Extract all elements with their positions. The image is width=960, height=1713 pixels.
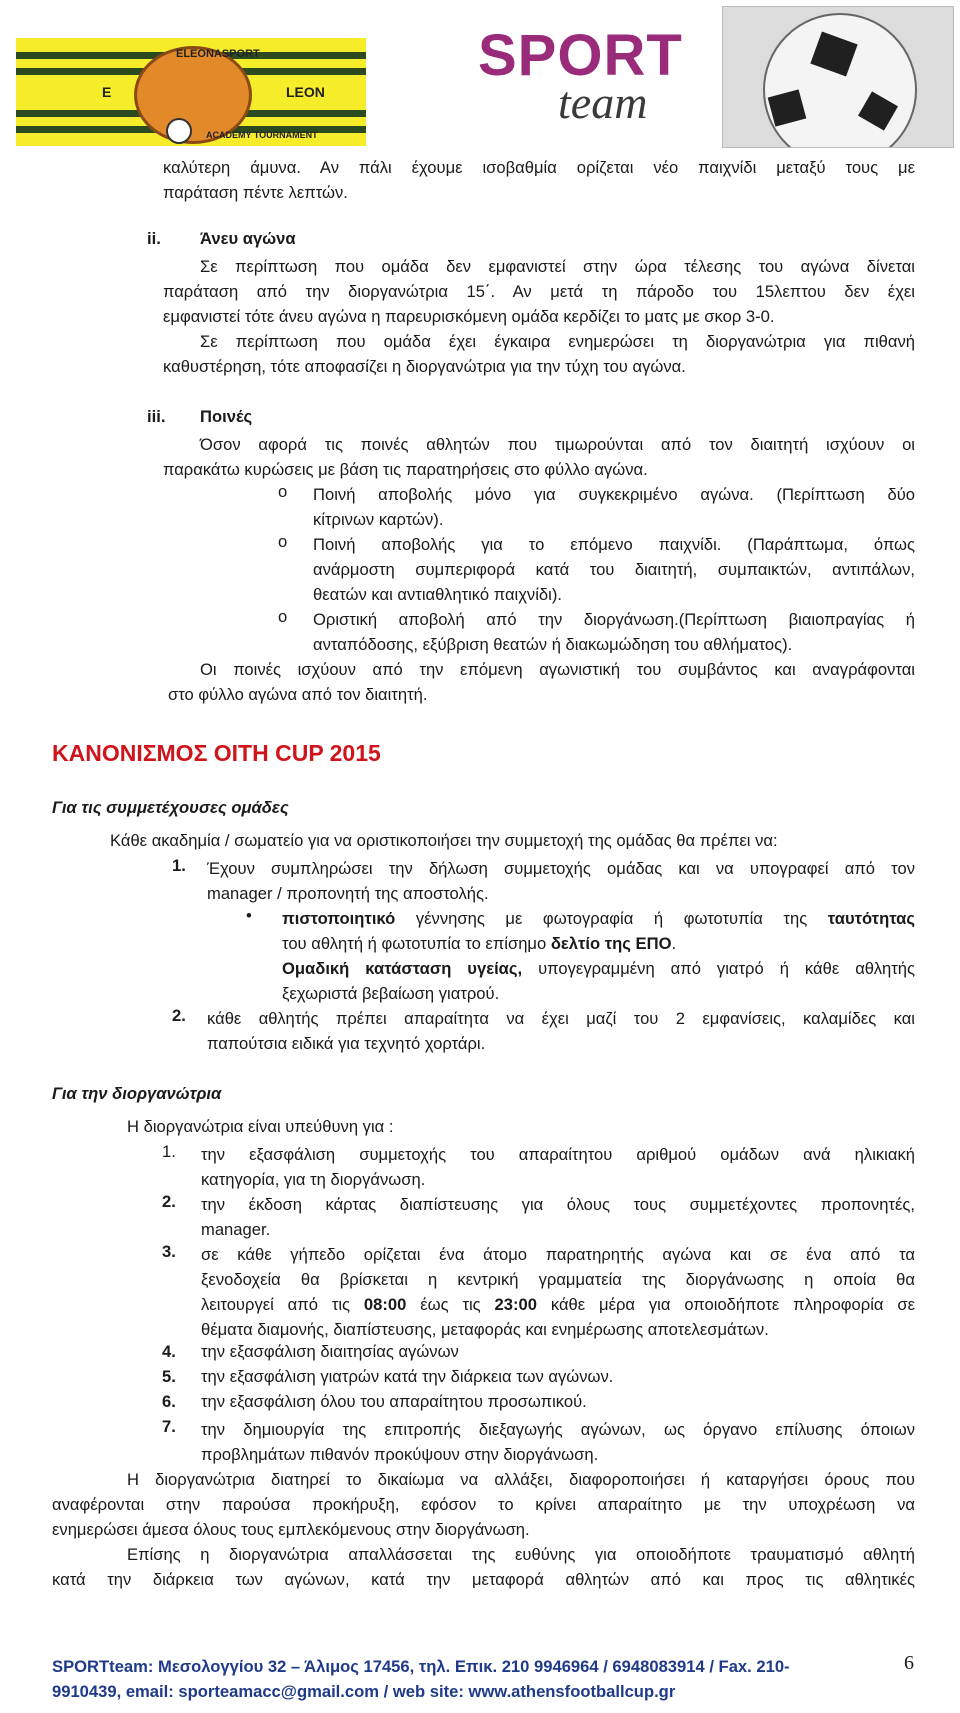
health-text: υπογεγραμμένη από γιατρό ή κάθε αθλητής bbox=[522, 959, 915, 978]
list-number: 1. bbox=[162, 1142, 176, 1161]
list-item-line: θεατών και αντιαθλητικό παιχνίδι). bbox=[313, 585, 562, 604]
teams-section-intro: Κάθε ακαδημία / σωματείο για να οριστικοποιήσει την συμμετοχή της ομάδας θα πρέπει να: bbox=[110, 831, 778, 850]
list-item-line: σε κάθε γήπεδο ορίζεται ένα άτομο παρατηρητής αγώνα και σε ένα από τα bbox=[201, 1245, 915, 1264]
list-item-line: παπούτσια ειδικά για τεχνητό χορτάρι. bbox=[207, 1034, 486, 1053]
organizer-intro: Η διοργανώτρια είναι υπεύθυνη για : bbox=[127, 1117, 394, 1136]
health-bold: Ομαδική κατάσταση υγείας, bbox=[282, 959, 523, 978]
list-item-line: κίτρινων καρτών). bbox=[313, 510, 444, 529]
bullet-dot: • bbox=[246, 906, 252, 925]
footer-line: 9910439, email: sporteamacc@gmail.com / web site: www.athensfootballcup.gr bbox=[52, 1682, 676, 1701]
list-item-line: Ποινή αποβολής για το επόμενο παιχνίδι. (Παράπτωμα, όπως bbox=[313, 535, 915, 554]
paragraph-line: κατά την διάρκεια των αγώνων, κατά την μεταφορά αθλητών από και προς τις αθλητικές bbox=[52, 1570, 915, 1589]
penalties-closing bbox=[168, 657, 915, 707]
penalty-item bbox=[313, 607, 915, 657]
intro-line: παράταση πέντε λεπτών. bbox=[163, 183, 348, 202]
certificate-line-1 bbox=[282, 906, 915, 931]
list-number: 3. bbox=[162, 1242, 176, 1261]
list-item-line: Έχουν συμπληρώσει την δήλωση συμμετοχής ομάδας και να υπογραφεί από τον bbox=[207, 859, 915, 878]
teams-item-2 bbox=[207, 1006, 915, 1056]
sportteam-logo-sport: SPORT bbox=[478, 23, 683, 88]
list-item-line: ξενοδοχεία θα βρίσκεται η κεντρική γραμματεία της διοργάνωσης η οποία θα bbox=[201, 1270, 915, 1289]
list-number: 6. bbox=[162, 1392, 176, 1411]
list-item-line: manager / προπονητή της αποστολής. bbox=[207, 884, 489, 903]
paragraph-line: στο φύλλο αγώνα από τον διαιτητή. bbox=[168, 685, 428, 704]
teams-item-1 bbox=[207, 856, 915, 906]
footer-line: SPORTteam: Μεσολογγίου 32 – Άλιμος 17456, τηλ. Επικ. 210 9946964 / 6948083914 / Fax. 210- bbox=[52, 1657, 790, 1676]
section-iii-title: Ποινές bbox=[200, 407, 253, 426]
section-iii-paragraph bbox=[163, 432, 915, 482]
paragraph-line: Επίσης η διοργανώτρια απαλλάσσεται της ευθύνης για οποιοδήποτε τραυματισμό αθλητή bbox=[127, 1545, 915, 1564]
organizer-item bbox=[201, 1242, 915, 1342]
logo-bottom-text: ACADEMY TOURNAMENT bbox=[206, 130, 318, 140]
bullet-o: o bbox=[278, 482, 288, 501]
bullet-o: o bbox=[278, 607, 288, 626]
hours-text: κάθε μέρα για οποιοδήποτε πληροφορία σε bbox=[537, 1295, 916, 1314]
organizer-item bbox=[201, 1192, 915, 1242]
regulation-title: ΚΑΝΟΝΙΣΜΟΣ OITH CUP 2015 bbox=[52, 740, 381, 766]
certificate-line-2 bbox=[282, 931, 915, 956]
list-item-line: Ποινή αποβολής μόνο για συγκεκριμένο αγώνα. (Περίπτωση δύο bbox=[313, 485, 915, 504]
footer-contact bbox=[52, 1654, 884, 1704]
organizer-section-heading: Για την διοργανώτρια bbox=[52, 1084, 222, 1103]
paragraph-line: καθυστέρηση, τότε αποφασίζει η διοργανώτρια για την τύχη του αγώνα. bbox=[163, 357, 686, 376]
paragraph-line: Οι ποινές ισχύουν από την επόμενη αγωνιστική του συμβάντος και αναγράφονται bbox=[200, 660, 915, 679]
paragraph-line: αναφέρονται στην παρούσα προκήρυξη, εφόσον το κρίνει απαραίτητο με την υποχρέωση να bbox=[52, 1495, 915, 1514]
list-item-line: ανάρμοστη συμπεριφορά κατά του διαιτητή, συμπαικτών, αντιπάλων, bbox=[313, 560, 915, 579]
certificate-text: . bbox=[671, 934, 677, 953]
section-ii-paragraph-1 bbox=[163, 254, 915, 329]
list-number: 2. bbox=[172, 1006, 186, 1025]
list-number: 7. bbox=[162, 1417, 176, 1436]
section-iii-marker: iii. bbox=[147, 407, 166, 426]
list-item-line: θέματα διαμονής, διαπίστευσης, μεταφοράς και ενημέρωσης αποτελεσμάτων. bbox=[201, 1320, 769, 1339]
section-ii-title: Άνευ αγώνα bbox=[200, 229, 296, 248]
open-time: 08:00 bbox=[363, 1295, 407, 1314]
close-time: 23:00 bbox=[494, 1295, 537, 1314]
list-number: 1. bbox=[172, 856, 186, 875]
section-ii-marker: ii. bbox=[147, 229, 161, 248]
paragraph-line: Σε περίπτωση που ομάδα έχει έγκαιρα ενημερώσει τη διοργανώτρια για πιθανή bbox=[200, 332, 915, 351]
organizer-item: την εξασφάλιση όλου του απαραίτητου προσωπικού. bbox=[201, 1392, 587, 1411]
organizer-item bbox=[201, 1142, 915, 1192]
penalty-item bbox=[313, 532, 915, 607]
bullet-o: o bbox=[278, 532, 288, 551]
soccer-ball-photo bbox=[722, 6, 954, 148]
list-item-line: manager. bbox=[201, 1220, 271, 1239]
health-line-2: ξεχωριστά βεβαίωση γιατρού. bbox=[282, 984, 500, 1003]
list-item-line: κατηγορία, για τη διοργάνωση. bbox=[201, 1170, 426, 1189]
list-number: 2. bbox=[162, 1192, 176, 1211]
certificate-bold: πιστοποιητικό bbox=[282, 909, 396, 928]
logo-right-text: LEON bbox=[286, 84, 325, 100]
list-item-line bbox=[201, 1292, 915, 1317]
list-item-line: κάθε αθλητής πρέπει απαραίτητα να έχει μαζί του 2 εμφανίσεις, καλαμίδες και bbox=[207, 1009, 915, 1028]
section-ii-paragraph-2 bbox=[163, 329, 915, 379]
logo-left-text: E bbox=[102, 84, 112, 100]
certificate-requirement bbox=[282, 906, 915, 1006]
list-item-line: προβλημάτων πιθανόν προκύψουν στην διοργάνωση. bbox=[201, 1445, 599, 1464]
list-number: 5. bbox=[162, 1367, 176, 1386]
list-item-line: την έκδοση κάρτας διαπίστευσης για όλους τους συμμετέχοντες προπονητές, bbox=[201, 1195, 915, 1214]
certificate-text: του αθλητή ή φωτοτυπία το επίσημο bbox=[282, 934, 551, 953]
penalty-item bbox=[313, 482, 915, 532]
paragraph-line: παρακάτω κυρώσεις με βάση τις παρατηρήσεις στο φύλλο αγώνα. bbox=[163, 460, 648, 479]
health-line-1 bbox=[282, 956, 915, 981]
certificate-text: γέννησης με φωτογραφία ή φωτοτυπία της bbox=[395, 909, 828, 928]
hours-text: λειτουργεί από τις bbox=[201, 1295, 364, 1314]
intro-line: καλύτερη άμυνα. Αν πάλι έχουμε ισοβαθμία ορίζεται νέο παιχνίδι μεταξύ τους με bbox=[163, 158, 915, 177]
list-item-line: ανταπόδοσης, εξύβριση θεατών ή διακωμώδηση του αθλήματος). bbox=[313, 635, 793, 654]
paragraph-line: Σε περίπτωση που ομάδα δεν εμφανιστεί στην ώρα τέλεσης του αγώνα δίνεται bbox=[200, 257, 915, 276]
logo-top-text: ELEONASPORT bbox=[176, 48, 260, 60]
identity-bold: ταυτότητας bbox=[827, 909, 915, 928]
eleonasport-logo bbox=[16, 38, 366, 146]
paragraph-line: εμφανιστεί τότε άνευ αγώνα η παρευρισκόμενη ομάδα κερδίζει το ματς με σκορ 3-0. bbox=[163, 307, 775, 326]
list-number: 4. bbox=[162, 1342, 176, 1361]
organizer-rights-paragraph bbox=[52, 1467, 915, 1542]
list-item-line: την δημιουργία της επιτροπής διεξαγωγής αγώνων, ως όργανο επίλυσης όποιων bbox=[201, 1420, 915, 1439]
paragraph-line: παράταση από την διοργανώτρια 15΄. Αν μετά τη πάροδο του 15λεπτου δεν έχει bbox=[163, 282, 915, 301]
organizer-item: την εξασφάλιση διαιτησίας αγώνων bbox=[201, 1342, 459, 1361]
paragraph-line: ενημερώσει άμεσα όλους τους εμπλεκόμενους στην διοργάνωση. bbox=[52, 1520, 530, 1539]
hours-text: έως τις bbox=[406, 1295, 495, 1314]
epo-card-bold: δελτίο της ΕΠΟ bbox=[550, 934, 672, 953]
organizer-item bbox=[201, 1417, 915, 1467]
organizer-item: την εξασφάλιση γιατρών κατά την διάρκεια των αγώνων. bbox=[201, 1367, 614, 1386]
page-number: 6 bbox=[904, 1652, 914, 1674]
paragraph-line: Όσον αφορά τις ποινές αθλητών που τιμωρούνται από τον διαιτητή ισχύουν οι bbox=[200, 435, 915, 454]
teams-section-heading: Για τις συμμετέχουσες ομάδες bbox=[52, 798, 289, 817]
organizer-liability-paragraph bbox=[52, 1542, 915, 1592]
intro-paragraph bbox=[163, 155, 915, 205]
paragraph-line: Η διοργανώτρια διατηρεί το δικαίωμα να αλλάξει, διαφοροποιήσει ή καταργήσει όρους που bbox=[127, 1470, 915, 1489]
sportteam-logo-team: team bbox=[558, 77, 648, 128]
list-item-line: Οριστική αποβολή από την διοργάνωση.(Περίπτωση βιαιοπραγίας ή bbox=[313, 610, 915, 629]
list-item-line: την εξασφάλιση συμμετοχής του απαραίτητου αριθμού ομάδων ανά ηλικιακή bbox=[201, 1145, 915, 1164]
football-icon bbox=[166, 118, 192, 144]
